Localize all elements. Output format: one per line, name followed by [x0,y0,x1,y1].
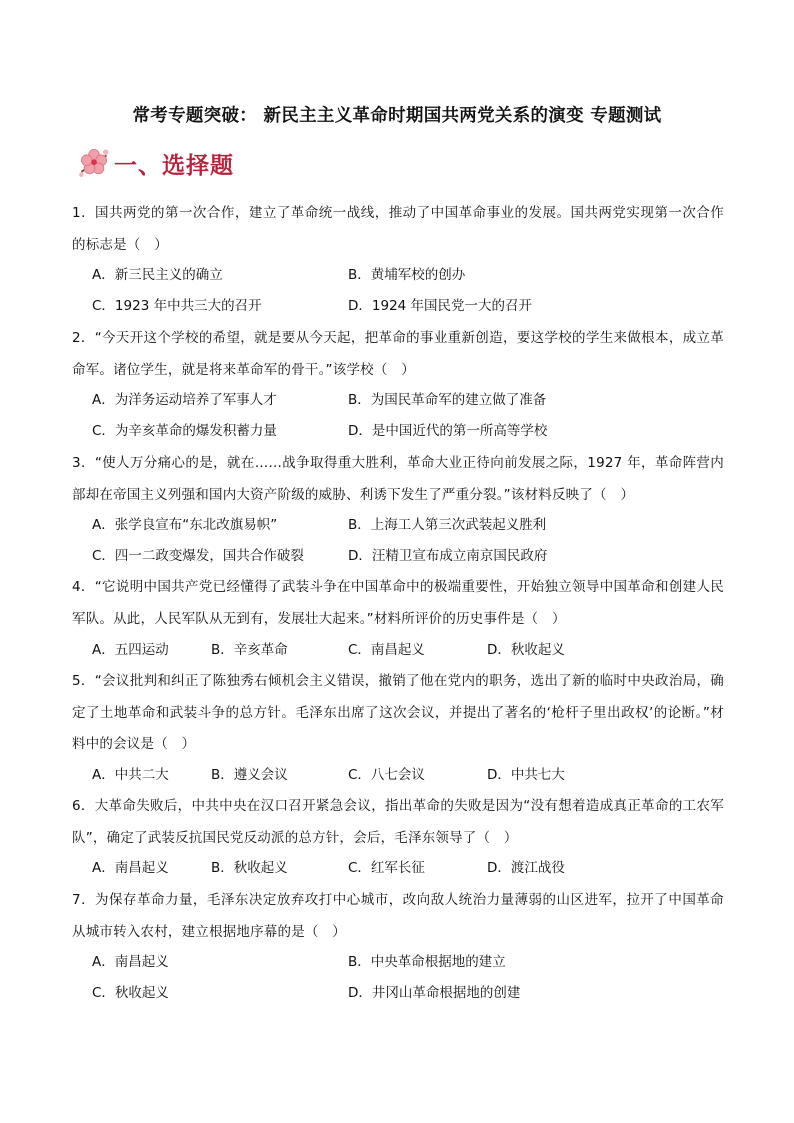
option-d[interactable]: D．中共七大 [487,767,565,783]
options-row [92,947,712,978]
option-b[interactable]: B．秋收起义 [211,860,288,876]
option-b[interactable]: B．中央革命根据地的建立 [348,954,506,970]
question-3: 3．“使人万分痛心的是，就在……战争取得重大胜利，革命大业正待向前发展之际，1927 年，革命阵营内部却在帝国主义列强和国内大资产阶级的威胁、利诱下发生了严重分裂。”该材料反映了（ ） [72,455,724,503]
question-1: 1．国共两党的第一次合作，建立了革命统一战线，推动了中国革命事业的发展。国共两党实现第一次合作的标志是（ ） [72,205,724,253]
option-c[interactable]: C．秋收起义 [92,985,169,1001]
option-d[interactable]: D．1924 年国民党一大的召开 [348,298,533,314]
options-row [92,541,712,572]
page-title: 常考专题突破： 新民主主义革命时期国共两党关系的演变 专题测试 [132,106,662,126]
options-row [92,260,712,291]
options-row [92,385,712,416]
option-b[interactable]: B．遵义会议 [211,767,288,783]
option-c[interactable]: C．1923 年中共三大的召开 [92,298,262,314]
options-row [92,760,712,791]
option-c[interactable]: C．为辛亥革命的爆发积蓄力量 [92,423,277,439]
question-6: 6．大革命失败后，中共中央在汉口召开紧急会议，指出革命的失败是因为“没有想着造成真正革命的工农军队”，确定了武装反抗国民党反动派的总方针，会后，毛泽东领导了（ ） [72,798,724,846]
option-a[interactable]: A．五四运动 [92,642,169,658]
plum-blossom-icon [76,145,112,181]
option-c[interactable]: C．南昌起义 [348,642,425,658]
options-row [92,978,712,1009]
option-a[interactable]: A．为洋务运动培养了军事人才 [92,392,277,408]
option-d[interactable]: D．井冈山革命根据地的创建 [348,985,521,1001]
question-2: 2．“今天开这个学校的希望，就是要从今天起，把革命的事业重新创造，要这学校的学生来做根本，成立革命军。诸位学生，就是将来革命军的骨干。”该学校（ ） [72,330,724,378]
option-a[interactable]: A．中共二大 [92,767,169,783]
option-a[interactable]: A．南昌起义 [92,860,169,876]
question-5: 5．“会议批判和纠正了陈独秀右倾机会主义错误，撤销了他在党内的职务，选出了新的临时中央政治局，确定了土地革命和武装斗争的总方针。毛泽东出席了这次会议，并提出了著名的‘枪杆子里出政权’的论断。”材料中的会议是（ ） [72,673,724,752]
option-d[interactable]: D．渡江战役 [487,860,565,876]
option-c[interactable]: C．红军长征 [348,860,425,876]
options-row [92,853,712,884]
option-a[interactable]: A．南昌起义 [92,954,169,970]
option-d[interactable]: D．秋收起义 [487,642,565,658]
option-b[interactable]: B．为国民革命军的建立做了准备 [348,392,547,408]
options-row [92,416,712,447]
option-c[interactable]: C．八七会议 [348,767,425,783]
option-c[interactable]: C．四一二政变爆发，国共合作破裂 [92,548,304,564]
option-a[interactable]: A．新三民主义的确立 [92,267,223,283]
options-row [92,635,712,666]
option-a[interactable]: A．张学良宣布“东北改旗易帜” [92,517,278,533]
option-b[interactable]: B．黄埔军校的创办 [348,267,466,283]
option-d[interactable]: D．汪精卫宣布成立南京国民政府 [348,548,548,564]
question-4: 4．“它说明中国共产党已经懂得了武装斗争在中国革命中的极端重要性，开始独立领导中国革命和创建人民军队。从此，人民军队从无到有，发展壮大起来。”材料所评价的历史事件是（ ） [72,579,724,627]
question-7: 7．为保存革命力量，毛泽东决定放弃攻打中心城市，改向敌人统治力量薄弱的山区进军，拉开了中国革命从城市转入农村，建立根据地序幕的是（ ） [72,892,724,940]
option-d[interactable]: D．是中国近代的第一所高等学校 [348,423,548,439]
section-heading [76,145,234,181]
options-row [92,291,712,322]
section-title: 一、选择题 [114,152,234,179]
option-b[interactable]: B．辛亥革命 [211,642,288,658]
options-row [92,510,712,541]
option-b[interactable]: B．上海工人第三次武装起义胜利 [348,517,547,533]
